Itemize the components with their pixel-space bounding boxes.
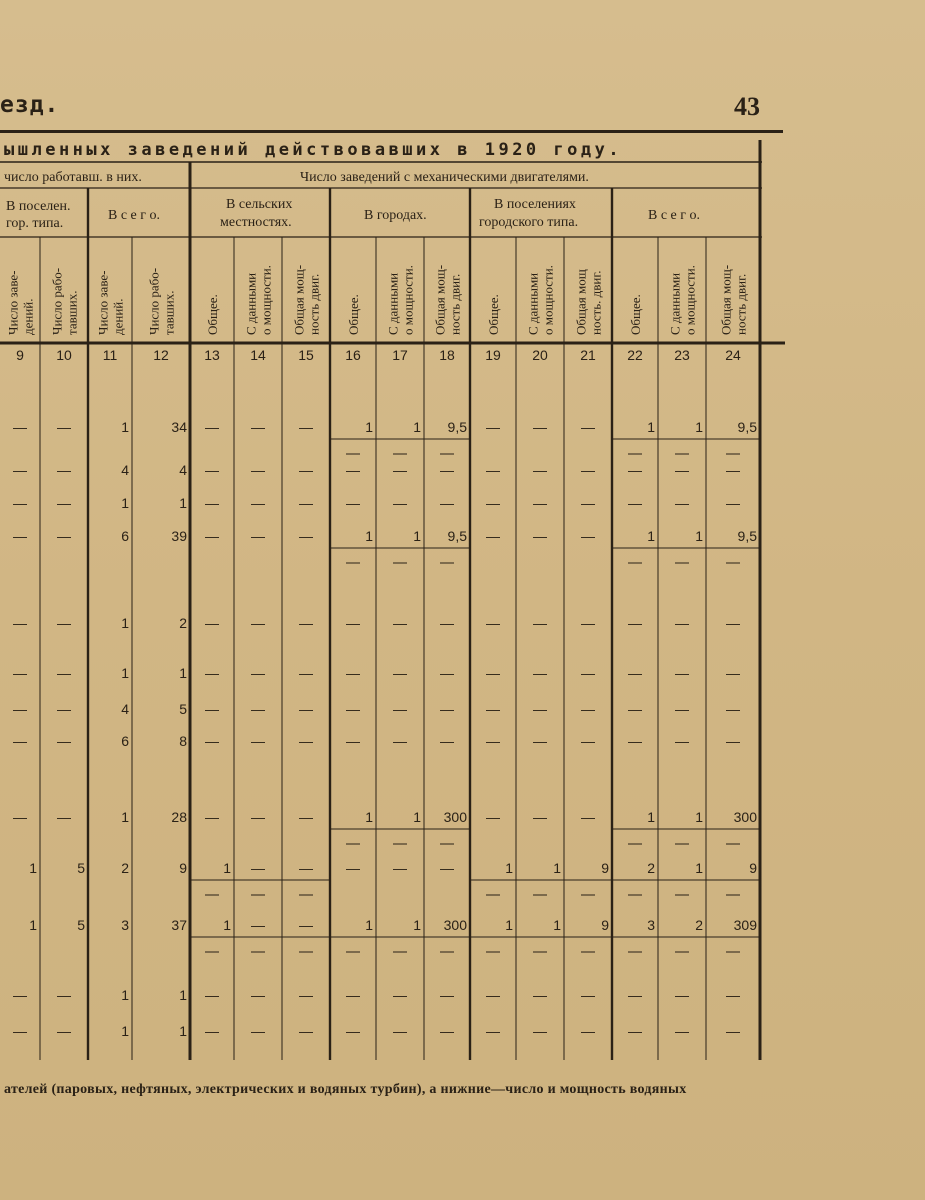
table-cell: — [675, 462, 689, 478]
table-title: ышленных заведений действовавших в 1920 году. [4, 140, 623, 160]
header-rural-2: местностях. [220, 215, 292, 230]
column-number: 16 [345, 347, 361, 363]
table-cell: — [346, 462, 360, 478]
column-number: 21 [580, 347, 596, 363]
table-row [29, 917, 760, 952]
table-cell: — [57, 1023, 71, 1039]
table-cell: — [205, 419, 219, 435]
table-cell: — [628, 1023, 642, 1039]
table-cell: — [726, 462, 740, 478]
table-cell: — [251, 860, 265, 876]
header-settlement-2: гор. типа. [6, 216, 64, 231]
table-cell: 1 [121, 665, 129, 681]
table-cell: — [393, 733, 407, 749]
table-cell: 2 [179, 615, 187, 631]
table-cell: 9,5 [447, 419, 467, 435]
table-cell: — [251, 495, 265, 511]
table-cell: — [486, 462, 500, 478]
table-cell: — [346, 1023, 360, 1039]
table-cell: — [628, 462, 642, 478]
table-cell: — [393, 1023, 407, 1039]
table-cell: — [346, 987, 360, 1003]
table-row [13, 528, 760, 563]
table-cell: — [628, 615, 642, 631]
table-cell: — [13, 495, 27, 511]
table-cell: — [440, 462, 454, 478]
table-cell: 1 [121, 987, 129, 1003]
table-cell: — [440, 1023, 454, 1039]
table-cell: 1 [695, 528, 703, 544]
table-cell: — [299, 733, 313, 749]
header-urban-settl-2: городского типа. [479, 215, 579, 230]
table-cell: 1 [179, 495, 187, 511]
table-cell: 37 [171, 917, 187, 933]
table-cell: 34 [171, 419, 187, 435]
table-cell: — [299, 809, 313, 825]
table-cell: — [205, 987, 219, 1003]
table-cell: — [533, 1023, 547, 1039]
table-cell: 9,5 [737, 528, 757, 544]
table-cell: — [346, 860, 360, 876]
footnote: ателей (паровых, нефтяных, электрических и водяных турбин), а нижние—число и мощность водяных [4, 1082, 687, 1097]
table-cell: 4 [179, 462, 187, 478]
col-19-header-line: Общее. [486, 294, 501, 335]
table-cell: 1 [29, 917, 37, 933]
col-18-header-line: Общая мощ- [432, 264, 448, 335]
table-cell: — [581, 462, 595, 478]
table-cell: 9 [749, 860, 757, 876]
table-cell: — [57, 528, 71, 544]
table-cell: — [675, 495, 689, 511]
table-cell: — [486, 528, 500, 544]
table-cell: — [299, 462, 313, 478]
table-cell: 9 [601, 917, 609, 933]
column-number: 19 [485, 347, 501, 363]
table-cell: 5 [77, 917, 85, 933]
table-cell: 300 [443, 809, 467, 825]
table-cell: — [675, 665, 689, 681]
table-row [13, 809, 760, 844]
table-cell: 1 [647, 419, 655, 435]
table-cell: 1 [647, 528, 655, 544]
table-cell: — [57, 665, 71, 681]
col-23-header-line: о мощности. [682, 265, 698, 335]
table-cell: — [13, 665, 27, 681]
table-body [13, 419, 760, 1039]
table-cell: — [299, 701, 313, 717]
header-mech-group: Число заведений с механическими двигателями. [300, 170, 589, 185]
vertical-headers [6, 265, 749, 335]
table-cell: — [486, 809, 500, 825]
table-cell: 1 [121, 495, 129, 511]
table-cell: — [13, 809, 27, 825]
table-cell: 1 [179, 1023, 187, 1039]
column-number: 18 [439, 347, 455, 363]
table-cell: 1 [413, 809, 421, 825]
table-cell: — [251, 1023, 265, 1039]
table-cell: — [440, 495, 454, 511]
table-cell: 1 [121, 809, 129, 825]
table-cell: — [675, 701, 689, 717]
header-settlement-1: В поселен. [6, 199, 71, 214]
table-cell: — [13, 1023, 27, 1039]
table-cell: — [675, 733, 689, 749]
column-number: 20 [532, 347, 548, 363]
table-cell: 9,5 [447, 528, 467, 544]
page-number: 43 [734, 92, 760, 121]
col-12-header-line: Число рабо- [146, 267, 162, 335]
table-cell: 1 [121, 419, 129, 435]
table-cell: 4 [121, 462, 129, 478]
table-cell: — [533, 701, 547, 717]
table-cell: — [440, 665, 454, 681]
table-cell: — [628, 665, 642, 681]
column-number: 17 [392, 347, 408, 363]
col-14-header-line: о мощности. [258, 265, 274, 335]
table-cell: — [393, 701, 407, 717]
col-11-header-line: Число заве- [95, 270, 111, 335]
col-15-header-line: ность двиг. [306, 273, 322, 335]
table-cell: — [581, 419, 595, 435]
table-cell: — [486, 615, 500, 631]
col-20-header-line: о мощности. [540, 265, 556, 335]
table-cell: — [533, 495, 547, 511]
table-cell: — [675, 615, 689, 631]
table-cell: — [251, 462, 265, 478]
table-cell: — [251, 665, 265, 681]
table-cell: — [251, 419, 265, 435]
col-10-header-line: тавших. [64, 290, 80, 335]
table-cell: — [251, 733, 265, 749]
col-10-header-line: Число рабо- [49, 267, 65, 335]
table-cell: 1 [179, 987, 187, 1003]
table-cell: 1 [505, 917, 513, 933]
column-number: 10 [56, 347, 72, 363]
table-cell: 6 [121, 528, 129, 544]
table-cell: 1 [505, 860, 513, 876]
table-cell: — [57, 495, 71, 511]
table-cell: — [440, 987, 454, 1003]
table-cell: — [13, 987, 27, 1003]
column-number: 12 [153, 347, 169, 363]
table-cell: — [299, 1023, 313, 1039]
header-urban-settl-1: В поселениях [494, 197, 576, 212]
table-cell: 4 [121, 701, 129, 717]
col-23-header-line: С данными [667, 272, 683, 335]
table-cell: 6 [121, 733, 129, 749]
table-cell: 8 [179, 733, 187, 749]
table-cell: 1 [121, 615, 129, 631]
table-cell: — [486, 733, 500, 749]
table-cell: — [57, 419, 71, 435]
table-cell: 1 [365, 419, 373, 435]
table-cell: — [581, 615, 595, 631]
table-cell: — [533, 987, 547, 1003]
column-number: 24 [725, 347, 741, 363]
table-cell: — [533, 615, 547, 631]
table-cell: 2 [121, 860, 129, 876]
col-24-header-line: ность двиг. [733, 273, 749, 335]
header-cities: В городах. [364, 208, 427, 223]
table-cell: 1 [413, 528, 421, 544]
table-cell: 1 [553, 917, 561, 933]
column-number: 23 [674, 347, 690, 363]
table-cell: — [299, 419, 313, 435]
column-number: 11 [102, 347, 118, 363]
table-cell: — [533, 733, 547, 749]
header-total-a: В с е г о. [108, 208, 161, 223]
table-cell: — [13, 701, 27, 717]
table-cell: — [533, 419, 547, 435]
column-number: 22 [627, 347, 643, 363]
table-cell: — [251, 987, 265, 1003]
table-cell: 300 [443, 917, 467, 933]
table-cell: — [628, 701, 642, 717]
col-11-header-line: дений. [110, 298, 126, 335]
table-cell: — [628, 987, 642, 1003]
table-cell: — [726, 495, 740, 511]
table-cell: — [581, 809, 595, 825]
table-cell: — [726, 665, 740, 681]
table-cell: — [533, 462, 547, 478]
table-cell: — [486, 665, 500, 681]
col-18-header-line: ность двиг. [447, 273, 463, 335]
table-cell: — [57, 462, 71, 478]
table-cell: — [726, 733, 740, 749]
table-cell: — [57, 987, 71, 1003]
column-number: 9 [16, 347, 24, 363]
table-cell: — [57, 809, 71, 825]
table-cell: — [299, 665, 313, 681]
table-cell: — [299, 860, 313, 876]
table-cell: — [205, 665, 219, 681]
col-15-header-line: Общая мощ- [291, 264, 307, 335]
table-cell: — [581, 528, 595, 544]
table-cell: 1 [413, 917, 421, 933]
col-9-header-line: дений. [20, 298, 36, 335]
table-cell: 1 [695, 809, 703, 825]
col-17-header-line: о мощности. [400, 265, 416, 335]
table-cell: 1 [413, 419, 421, 435]
table-cell: — [13, 528, 27, 544]
column-number: 15 [298, 347, 314, 363]
table-cell: 1 [223, 917, 231, 933]
table-cell: — [205, 495, 219, 511]
table-cell: — [57, 701, 71, 717]
table-cell: — [675, 1023, 689, 1039]
table-cell: — [533, 809, 547, 825]
table-cell: — [205, 528, 219, 544]
table-cell: 1 [695, 419, 703, 435]
table-cell: — [393, 615, 407, 631]
table-cell: — [346, 733, 360, 749]
table-cell: 1 [647, 809, 655, 825]
col-14-header-line: С данными [243, 272, 259, 335]
table-cell: 5 [179, 701, 187, 717]
table-cell: 28 [171, 809, 187, 825]
table-cell: — [205, 701, 219, 717]
table-cell: — [205, 809, 219, 825]
table-cell: — [299, 495, 313, 511]
table-cell: 2 [647, 860, 655, 876]
table-cell: — [251, 528, 265, 544]
table-cell: — [675, 987, 689, 1003]
table-cell: — [440, 615, 454, 631]
table-cell: — [440, 701, 454, 717]
table-cell: — [486, 987, 500, 1003]
table-cell: — [205, 733, 219, 749]
table-cell: 9 [601, 860, 609, 876]
table-cell: — [726, 1023, 740, 1039]
table-cell: 1 [365, 809, 373, 825]
table-cell: — [486, 1023, 500, 1039]
table-cell: — [13, 733, 27, 749]
table-cell: — [205, 615, 219, 631]
header-rural-1: В сельских [226, 197, 293, 212]
table-cell: — [393, 860, 407, 876]
table-cell: 2 [695, 917, 703, 933]
table-cell: 1 [121, 1023, 129, 1039]
column-number: 14 [250, 347, 266, 363]
col-21-header-line: Общая мощ [573, 269, 589, 335]
running-header: езд. [0, 92, 60, 118]
table-cell: — [581, 987, 595, 1003]
table-cell: — [726, 615, 740, 631]
col-17-header-line: С данными [385, 272, 401, 335]
table-cell: — [726, 987, 740, 1003]
table-cell: — [57, 615, 71, 631]
table-cell: — [251, 917, 265, 933]
table-cell: 1 [695, 860, 703, 876]
column-number: 13 [204, 347, 220, 363]
table-cell: — [486, 419, 500, 435]
table-cell: — [486, 701, 500, 717]
col-13-header-line: Общее. [205, 294, 220, 335]
table-cell: — [13, 462, 27, 478]
table-cell: — [299, 987, 313, 1003]
col-20-header-line: С данными [525, 272, 541, 335]
table-cell: — [486, 495, 500, 511]
table-cell: — [533, 665, 547, 681]
table-cell: — [393, 987, 407, 1003]
table-cell: — [346, 615, 360, 631]
table-row [29, 860, 760, 895]
table-cell: — [581, 1023, 595, 1039]
table-cell: 1 [365, 917, 373, 933]
col-24-header-line: Общая мощ- [718, 264, 734, 335]
table-cell: — [57, 733, 71, 749]
table-cell: — [13, 615, 27, 631]
table-cell: 1 [553, 860, 561, 876]
table-cell: — [346, 665, 360, 681]
table-cell: — [628, 495, 642, 511]
table-cell: — [205, 462, 219, 478]
column-numbers [16, 347, 741, 363]
table-cell: — [393, 495, 407, 511]
table-cell: 3 [647, 917, 655, 933]
table-cell: — [346, 495, 360, 511]
table-cell: — [299, 917, 313, 933]
table-cell: — [13, 419, 27, 435]
table-cell: — [251, 809, 265, 825]
table-cell: — [533, 528, 547, 544]
col-9-header-line: Число заве- [5, 270, 21, 335]
col-16-header-line: Общее. [346, 294, 361, 335]
header-workers-group: число работавш. в них. [4, 170, 142, 185]
table-cell: — [581, 495, 595, 511]
col-22-header-line: Общее. [628, 294, 643, 335]
table-cell: 9,5 [737, 419, 757, 435]
table-row [13, 419, 760, 454]
col-12-header-line: тавших. [161, 290, 177, 335]
table-cell: — [251, 615, 265, 631]
header-total-b: В с е г о. [648, 208, 701, 223]
table-cell: 1 [365, 528, 373, 544]
table-cell: 39 [171, 528, 187, 544]
table-cell: 300 [733, 809, 757, 825]
table-cell: — [440, 733, 454, 749]
table-cell: 9 [179, 860, 187, 876]
table-cell: 3 [121, 917, 129, 933]
table-cell: — [726, 701, 740, 717]
table-cell: 1 [223, 860, 231, 876]
table-cell: — [581, 701, 595, 717]
table-cell: 1 [29, 860, 37, 876]
table-cell: 309 [733, 917, 757, 933]
table-cell: — [581, 733, 595, 749]
col-21-header-line: ность. двиг. [588, 270, 604, 335]
table-cell: — [393, 665, 407, 681]
table-cell: — [205, 1023, 219, 1039]
table-cell: — [346, 701, 360, 717]
table-cell: 1 [179, 665, 187, 681]
table-header [4, 170, 700, 231]
table-cell: — [299, 615, 313, 631]
table-cell: 5 [77, 860, 85, 876]
table-cell: — [581, 665, 595, 681]
table-cell: — [393, 462, 407, 478]
table-cell: — [440, 860, 454, 876]
table-cell: — [251, 701, 265, 717]
table-cell: — [299, 528, 313, 544]
table-cell: — [628, 733, 642, 749]
